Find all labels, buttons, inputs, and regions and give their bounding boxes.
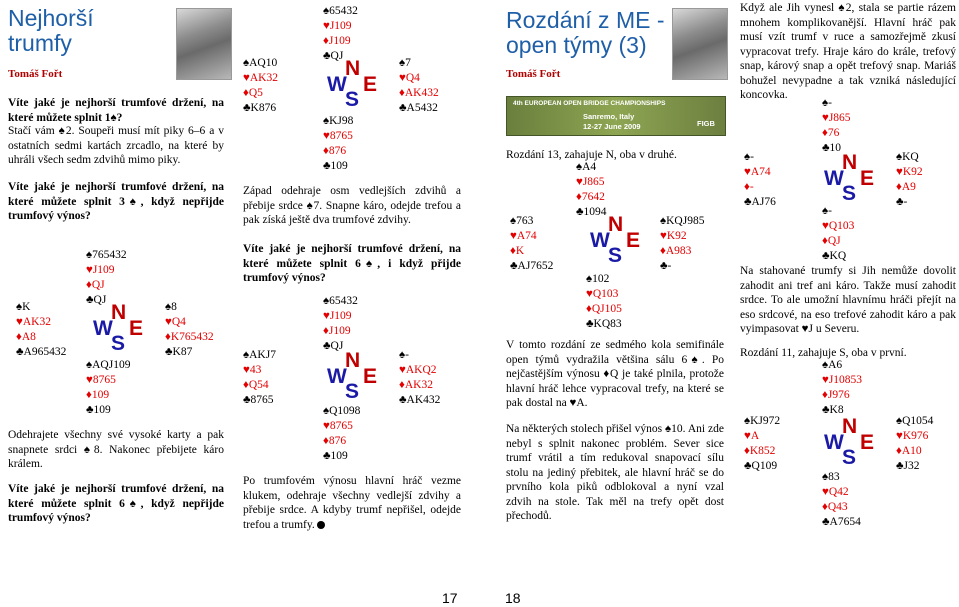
card-row: ♠7 (399, 57, 411, 69)
paragraph-2 (243, 474, 461, 532)
card-row: ♥J865 (822, 112, 851, 124)
card-row: ♥AK32 (16, 316, 51, 328)
deal-east (660, 214, 704, 274)
question-1: Víte jaké je nejhorší trumfové držení, na které můžete splnit 1♠? (8, 97, 224, 124)
article-title-line1: Rozdání z ME - (506, 7, 665, 33)
card-row: ♠Q1098 (323, 405, 361, 417)
deal1-north (822, 96, 851, 156)
middle-page (243, 0, 465, 540)
deal2-west (744, 414, 780, 474)
deal2-south (323, 404, 360, 464)
compass-rose: N W E S (93, 301, 144, 355)
card-row: ♠KJ972 (744, 415, 781, 427)
question-3: Víte jaké je nejhorší trumfové držení, na které můžete splnit 6♠, když nepřijde trumfový výnos? (8, 483, 224, 524)
card-row: ♠K (16, 301, 31, 313)
deal-west (16, 300, 66, 360)
card-row: ♠8 (165, 301, 177, 313)
card-row: ♦109 (86, 389, 110, 401)
card-row: ♠KQJ985 (660, 215, 705, 227)
card-row: ♦QJ (86, 279, 105, 291)
deal2-north (323, 294, 358, 354)
card-row: ♠102 (586, 273, 610, 285)
deal-east (165, 300, 214, 360)
card-row: ♦Q5 (243, 87, 263, 99)
card-row: ♣QJ (323, 50, 344, 62)
deal-west (510, 214, 553, 274)
card-row: ♠65432 (323, 295, 358, 307)
deal2-east (399, 348, 440, 408)
page-number-left: 17 (442, 590, 458, 606)
banner-dates: 12-27 June 2009 (583, 122, 641, 131)
card-row: ♣KQ (822, 250, 847, 262)
card-row: ♥K976 (896, 430, 929, 442)
card-row: ♥K92 (660, 230, 687, 242)
card-row: ♦K852 (744, 445, 776, 457)
article-title-line2: trumfy (8, 30, 72, 56)
author-photo (176, 8, 232, 80)
deal1-east (896, 150, 923, 210)
card-row: ♠Q1054 (896, 415, 934, 427)
card-row: ♣AJ7652 (510, 260, 554, 272)
card-row: ♦A983 (660, 245, 692, 257)
right-page (506, 0, 730, 540)
card-row: ♦7642 (576, 191, 605, 203)
compass-rose: N W E S (824, 415, 875, 469)
deal1-west (744, 150, 776, 210)
banner-place: Sanremo, Italy (583, 112, 635, 121)
paragraph-2: Na stahované trumfy si Jih nemůže dovolit zahodit ani tref ani káro. Takže musí zahodit srdce. To ale umožní hlavnímu hráči přejít na eso srdcové, na eso trefové zahodit káro a pak vyimpasovat ♥J u Severu. (740, 265, 956, 335)
card-row: ♣10 (822, 142, 842, 154)
card-row: ♦76 (822, 127, 840, 139)
card-row: ♠AQ10 (243, 57, 278, 69)
card-row: ♥8765 (323, 130, 353, 142)
card-row: ♦876 (323, 145, 347, 157)
deal1-south (822, 204, 854, 264)
card-row: ♥Q103 (822, 220, 855, 232)
card-row: ♥J109 (323, 20, 352, 32)
deal-south (86, 358, 130, 418)
card-row: ♣K876 (243, 102, 277, 114)
left-page (8, 0, 232, 540)
question-1: Víte jaké je nejhorší trumfové držení, na které můžete splnit 6♠, i když přijde trumfový výnos? (243, 243, 461, 284)
deal1-west (243, 56, 278, 116)
compass-rose: N W E S (327, 57, 378, 111)
card-row: ♠AKJ7 (243, 349, 276, 361)
card-row: ♠765432 (86, 249, 127, 261)
card-row: ♦- (744, 181, 754, 193)
card-row: ♠- (822, 97, 832, 109)
card-row: ♣AJ76 (744, 196, 776, 208)
author-photo (672, 8, 728, 80)
championship-banner (506, 96, 726, 136)
deal-north (576, 160, 607, 220)
card-row: ♣QJ (323, 340, 344, 352)
card-row: ♥Q4 (399, 72, 420, 84)
card-row: ♣- (660, 260, 672, 272)
card-row: ♠A4 (576, 161, 597, 173)
card-row: ♠A6 (822, 359, 843, 371)
card-row: ♥Q4 (165, 316, 186, 328)
card-row: ♦J109 (323, 35, 351, 47)
paragraph-2: Odehrajete všechny své vysoké karty a pak snapnete srdci ♠8. Nakonec přebijete káro králem. (8, 429, 224, 470)
card-row: ♥J10853 (822, 374, 863, 386)
author-name: Tomáš Fořt (506, 68, 561, 80)
card-row: ♣8765 (243, 394, 274, 406)
end-mark-icon (317, 521, 325, 529)
card-row: ♦Q43 (822, 501, 848, 513)
deal1-north (323, 4, 358, 64)
card-row: ♣K87 (165, 346, 193, 358)
intro: Rozdání 13, zahajuje N, oba v druhé. (506, 149, 677, 161)
card-row: ♣A7654 (822, 516, 861, 528)
article-title-line1: Nejhorší (8, 5, 94, 31)
deal2-south (822, 470, 861, 530)
banner-logo: FIGB (697, 119, 715, 128)
card-row: ♦A8 (16, 331, 36, 343)
card-row: ♦QJ (822, 235, 841, 247)
card-row: ♥43 (243, 364, 262, 376)
card-row: ♣K8 (822, 404, 844, 416)
card-row: ♥K92 (896, 166, 923, 178)
card-row: ♠AQJ109 (86, 359, 131, 371)
card-row: ♥A (744, 430, 760, 442)
card-row: ♣109 (323, 450, 348, 462)
deal2-north (822, 358, 862, 418)
deal2-west (243, 348, 276, 408)
card-row: ♣1094 (576, 206, 607, 218)
card-row: ♦AK32 (399, 379, 433, 391)
card-row: ♣A965432 (16, 346, 67, 358)
card-row: ♥AKQ2 (399, 364, 437, 376)
deal-north (86, 248, 127, 308)
author-name: Tomáš Fořt (8, 68, 63, 80)
card-row: ♦K765432 (165, 331, 214, 343)
card-row: ♦A9 (896, 181, 916, 193)
paragraph-2: Na některých stolech přišel výnos ♠10. Ani zde nebyl s splnit nakonec problém. Sever sice trumf vrátil a tím redukoval snapovací sílu stolu na jediný přebitek, ale hlavní hráč se do prvního kola piků odblokoval a nyní vzal zdvih na stole. Tak měl na trefy opět dost přechodů. (506, 423, 724, 522)
deal1-south (323, 114, 353, 174)
far-right-page (740, 0, 958, 540)
card-row: ♣QJ (86, 294, 107, 306)
card-row: ♠KJ98 (323, 115, 354, 127)
banner-title: 4th EUROPEAN OPEN BRIDGE CHAMPIONSHIPS (513, 100, 666, 107)
card-row: ♠- (822, 205, 832, 217)
card-row: ♠- (744, 151, 754, 163)
article-title-line2: open týmy (3) (506, 32, 647, 58)
card-row: ♥J865 (576, 176, 605, 188)
card-row: ♦J976 (822, 389, 850, 401)
card-row: ♥Q42 (822, 486, 849, 498)
card-row: ♣109 (86, 404, 111, 416)
page-number-right: 18 (505, 590, 521, 606)
paragraph-1: Západ odehraje osm vedlejších zdvihů a přebije srdce ♠7. Snapne káro, odejde trefou a pak získá ještě dva trumfové zdvihy. (243, 185, 461, 226)
paragraph-1: Když ale Jih vynesl ♠2, stala se partie rázem mnohem komplikovanější. Hlavní hráč pak musí vzít trumf v ruce a samozřejmě zkusí vypracovat trefy. Hraje káro do krále, trefový snap, kárový snap a opět trefový snap. Mariáš bohužel nevypadne a tak vzniká následující koncovka. (740, 2, 956, 101)
card-row: ♠KQ (896, 151, 919, 163)
card-row: ♥8765 (323, 420, 353, 432)
card-row: ♣Q109 (744, 460, 778, 472)
card-row: ♣AK432 (399, 394, 441, 406)
card-row: ♣A5432 (399, 102, 438, 114)
compass-rose: N W E S (590, 213, 641, 267)
card-row: ♦AK432 (399, 87, 439, 99)
intro-2: Rozdání 11, zahajuje S, oba v první. (740, 347, 907, 359)
card-row: ♠65432 (323, 5, 358, 17)
card-row: ♥A74 (744, 166, 771, 178)
card-row: ♠83 (822, 471, 840, 483)
card-row: ♥J109 (86, 264, 115, 276)
card-row: ♦Q54 (243, 379, 269, 391)
paragraph-1: V tomto rozdání ze sedmého kola semifinále open týmů vydražila většina sálu 6♠. Po nejčastějším výnosu ♦Q je také plnila, protože hlavní hráč lehce vypracoval trefy, na které se pak dostal na ♥A. (506, 339, 724, 409)
card-row: ♦A10 (896, 445, 922, 457)
question-2: Víte jaké je nejhorší trumfové držení, na které můžete splnit 3♠, když nepřijde trumfový výnos? (8, 181, 224, 222)
card-row: ♥A74 (510, 230, 537, 242)
card-row: ♦J109 (323, 325, 351, 337)
card-row: ♥Q103 (586, 288, 619, 300)
card-row: ♣109 (323, 160, 348, 172)
card-row: ♠763 (510, 215, 534, 227)
card-row: ♣J32 (896, 460, 920, 472)
card-row: ♣- (896, 196, 908, 208)
deal1-east (399, 56, 439, 116)
compass-rose: N W E S (327, 349, 378, 403)
card-row: ♠- (399, 349, 409, 361)
card-row: ♦K (510, 245, 525, 257)
deal-south (586, 272, 622, 332)
compass-rose: N W E S (824, 151, 875, 205)
card-row: ♥8765 (86, 374, 116, 386)
card-row: ♦876 (323, 435, 347, 447)
deal2-east (896, 414, 933, 474)
paragraph-2-text: Po trumfovém výnosu hlavní hráč vezme klukem, odehraje všechny vedlejší zdvihy a přebije srdce. A kdyby trumf nepřišel, odejde trefou a trumfy. (243, 475, 461, 531)
card-row: ♣KQ83 (586, 318, 622, 330)
card-row: ♥J109 (323, 310, 352, 322)
card-row: ♥AK32 (243, 72, 278, 84)
card-row: ♦QJ105 (586, 303, 622, 315)
paragraph-1: Stačí vám ♠2. Soupeři musí mít piky 6–6 a v ostatních sedmi kartách zrcadlo, na které by uhráli všech sedm zdvihů mimo piky. (8, 125, 224, 166)
